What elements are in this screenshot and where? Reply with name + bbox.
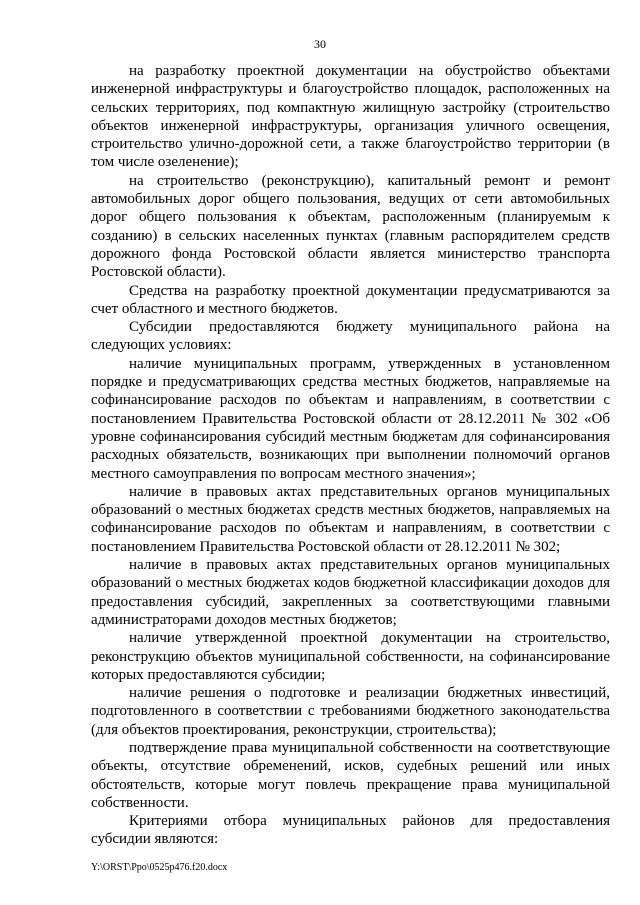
paragraph-5: наличие муниципальных программ, утвержденных в установленном порядке и предусматривающих средства местных бюджетов, направляемые на софинансирование расходов по объектам и направлениям, в соответствии с постановлением Правительства Ростовской области от 28.12.2011 № 302 «Об уровне софинансирования субсидий местным бюджетам для софинансирования расходных обязательств, возникающих при выполнении полномочий органов местного самоуправления по вопросам местного значения»; [91,355,610,482]
paragraph-9: наличие решения о подготовке и реализации бюджетных инвестиций, подготовленного в соответствии с требованиями бюджетного законодательства (для объектов проектирования, реконструкции, строительства); [91,685,610,738]
paragraph-11: Критериями отбора муниципальных районов для предоставления субсидии являются: [91,813,610,848]
paragraph-4: Субсидии предоставляются бюджету муниципального района на следующих условиях: [91,319,610,354]
paragraph-6: наличие в правовых актах представительных органов муниципальных образований о местных бюджетах средств местных бюджетов, направляемых на софинансирование расходов по объектам и направлениям, в соответствии с постановлением Правительства Ростовской области от 28.12.2011 № 302; [91,483,610,555]
paragraph-10: подтверждение права муниципальной собственности на соответствующие объекты, отсутствие обременений, исков, судебных решений или иных обстоятельств, которые могут повлечь прекращение права муниципальной собственности. [91,739,610,811]
file-path-footer: Y:\ORST\Ppo\0525p476.f20.docx [91,862,228,873]
paragraph-7: наличие в правовых актах представительных органов муниципальных образований о местных бюджетах кодов бюджетной классификации доходов для предоставления субсидий, закрепленных за соответствующими главными администраторами доходов местных бюджетов; [91,557,610,628]
paragraph-8: наличие утвержденной проектной документации на строительство, реконструкцию объектов муниципальной собственности, на софинансирование которых предоставляются субсидии; [91,630,610,683]
document-body [91,62,610,849]
page-number: 30 [314,37,326,51]
paragraph-3: Средства на разработку проектной документации предусматриваются за счет областного и местного бюджетов. [91,282,610,317]
paragraph-2: на строительство (реконструкцию), капитальный ремонт и ремонт автомобильных дорог общего пользования, ведущих от сети автомобильных дорог общего пользования к объектам, расположенным (планируемым к созданию) в сельских населенных пунктах (главным распорядителем средств дорожного фонда Ростовской области является министерство транспорта Ростовской области). [91,172,610,281]
paragraph-1: на разработку проектной документации на обустройство объектами инженерной инфраструктуры и благоустройство площадок, расположенных на сельских территориях, под компактную жилищную застройку (строительство объектов инженерной инфраструктуры, организация уличного освещения, строительство улично-дорожной сети, а также благоустройство территории (в том числе озеленение); [91,63,610,171]
